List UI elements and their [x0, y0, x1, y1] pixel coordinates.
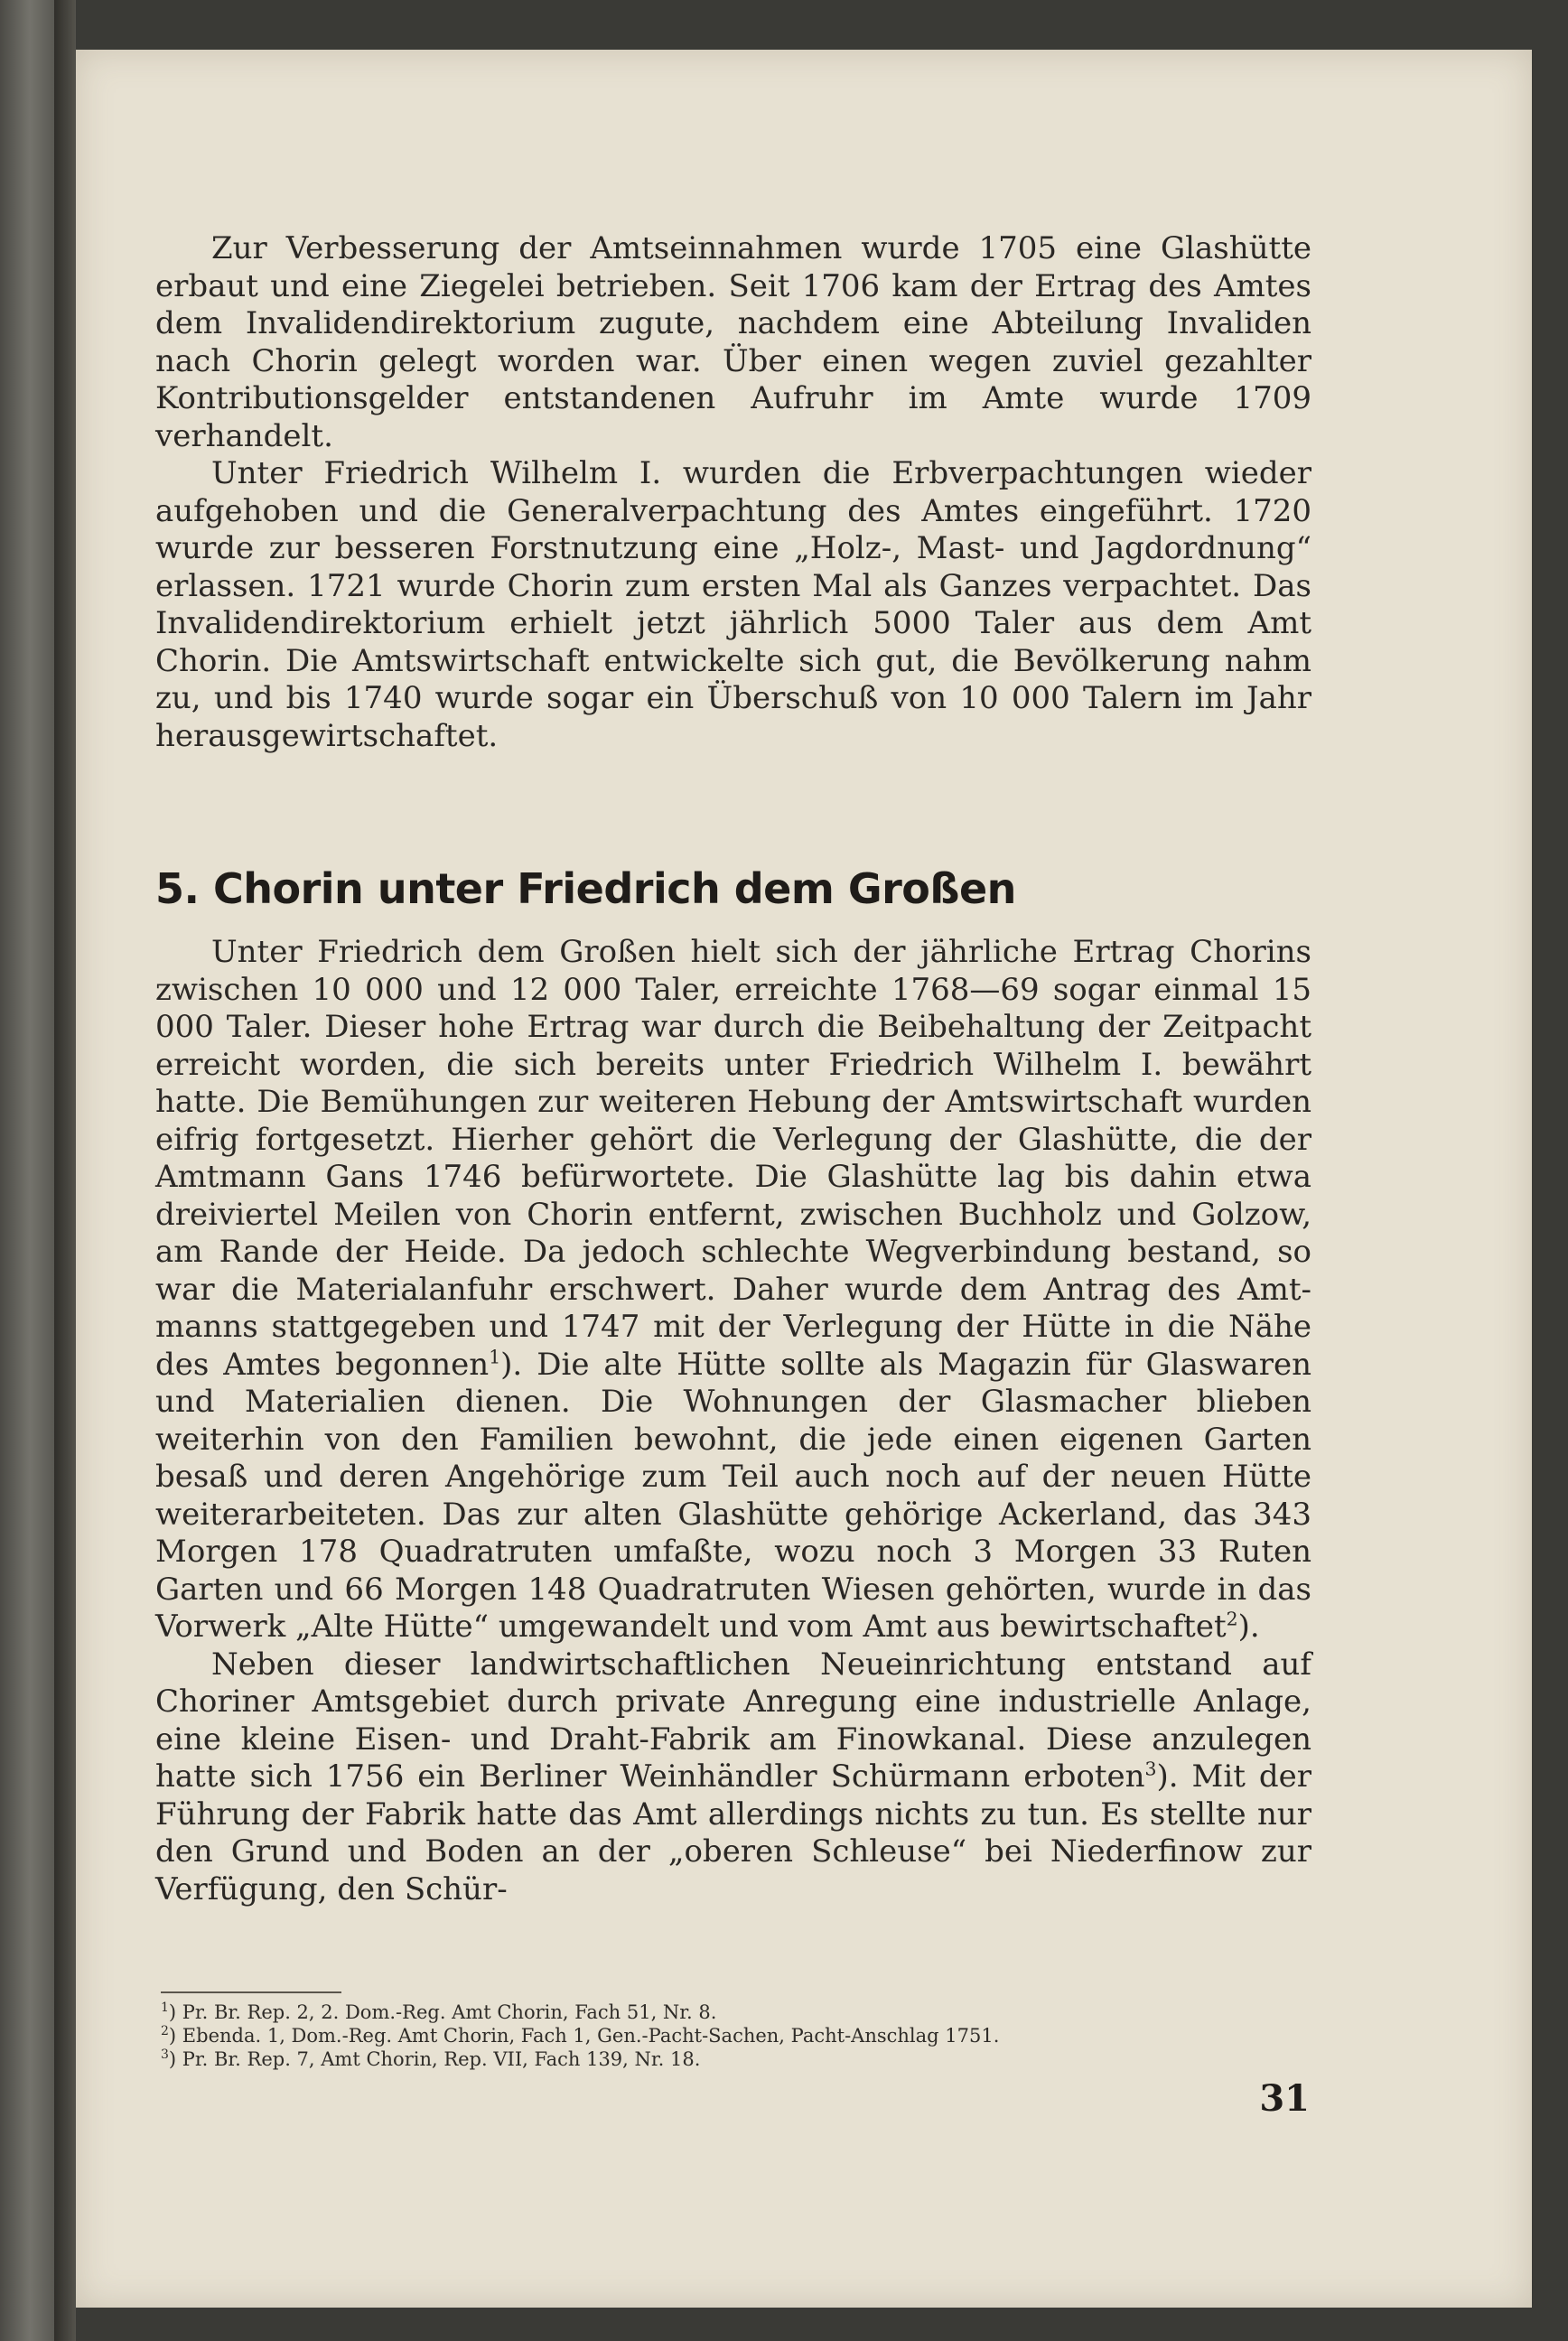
- text-run: Unter Friedrich dem Großen hielt sich der jährliche Ertrag Chorins zwischen 10 000 und 12 000 Taler, erreichte 1768—69 sogar einmal 15 000 Taler. Dieser hohe Ertrag war durch die Beibehaltung der Zeitpacht erreicht worden, die sich bereits unter Friedrich Wilhelm I. bewährt hatte. Die Bemühungen zur weiteren Hebung der Amtswirtschaft wurden eifrig fortgesetzt. Hierher gehört die Verlegung der Glashütte, die der Amtmann Gans 1746 befürwortete. Die Glashütte lag bis dahin etwa dreiviertel Meilen von Chorin entfernt, zwischen Buchholz und Golzow, am Rande der Heide. Da jedoch schlechte Wegverbindung bestand, so war die Materialanfuhr erschwert. Daher wurde dem Antrag des Amtmanns stattgegeben und 1747 mit der Verlegung der Hütte in die Nähe des Amtes begonnen: [155, 934, 1311, 1383]
- footnote-text: ) Ebenda. 1, Dom.-Reg. Amt Chorin, Fach 1, Gen.-Pacht-Sachen, Pacht-Anschlag 1751.: [168, 2025, 1000, 2047]
- footnote: [161, 2024, 1317, 2047]
- footnote-mark: 3: [161, 2047, 169, 2062]
- paragraph-ertrag: [155, 934, 1311, 1646]
- text-run: ). Die alte Hütte sollte als Magazin für Glaswaren und Materialien dienen. Die Wohnungen der Glasmacher blieben weiterhin von den Familien bewohnt, die jede einen eigenen Garten besaß und deren Angehörige zum Teil auch noch auf der neuen Hütte weiterarbeiteten. Das zur alten Glashütte gehörige Ackerland, das 343 Morgen 178 Quadratruten umfaßte, wozu noch 3 Morgen 33 Ruten Garten und 66 Morgen 148 Quadratruten Wiesen gehörten, wurde in das Vorwerk „Alte Hütte“ umgewandelt und vom Amt aus bewirtschaftet: [155, 1346, 1311, 1645]
- paragraph-friedrich-wilhelm: Unter Friedrich Wilhelm I. wurden die Erbverpachtungen wieder aufgehoben und die Generalverpachtung des Amtes eingeführt. 1720 wurde zur besseren Forstnutzung eine „Holz-, Mast- und Jagdordnung“ erlassen. 1721 wurde Chorin zum ersten Mal als Ganzes verpachtet. Das Invalidendirektorium erhielt jetzt jährlich 5000 Taler aus dem Amt Chorin. Die Amtswirtschaft entwickelte sich gut, die Bevölkerung nahm zu, und bis 1740 wurde sogar ein Überschuß von 10 000 Talern im Jahr herausgewirtschaftet.: [155, 455, 1311, 754]
- section-heading: 5. Chorin unter Friedrich dem Großen: [155, 864, 1016, 913]
- footnote-ref-3: 3: [1144, 1758, 1157, 1780]
- footnote-text: ) Pr. Br. Rep. 2, 2. Dom.-Reg. Amt Chorin, Fach 51, Nr. 8.: [168, 2001, 717, 2023]
- footnote: [161, 2001, 1317, 2024]
- footnote-ref-1: 1: [489, 1346, 501, 1368]
- text-run: Neben dieser landwirtschaftlichen Neueinrichtung entstand auf Choriner Amtsgebiet durch private Anregung eine industrielle Anlage, eine kleine Eisen- und Draht-Fabrik am Finowkanal. Diese anzulegen hatte sich 1756 ein Berliner Weinhändler Schürmann erboten: [155, 1646, 1311, 1795]
- text-run: ).: [1237, 1609, 1260, 1645]
- paragraph-eisenfabrik: [155, 1646, 1311, 1909]
- footnote-mark: 2: [161, 2024, 169, 2038]
- footnote-text: ) Pr. Br. Rep. 7, Amt Chorin, Rep. VII, Fach 139, Nr. 18.: [168, 2048, 701, 2070]
- page-content: [155, 230, 1311, 1908]
- paragraph-glashuette: Zur Verbesserung der Amtseinnahmen wurde 1705 eine Glashütte erbaut und eine Ziegelei betrieben. Seit 1706 kam der Ertrag des Amtes dem Invalidendirektorium zugute, nachdem eine Abteilung Invaliden nach Chorin gelegt worden war. Über einen wegen zuviel gezahlter Kontributionsgelder entstandenen Aufruhr im Amte wurde 1709 verhandelt.: [155, 230, 1311, 454]
- footnotes: [161, 1991, 1317, 2071]
- footnote-divider: [161, 1991, 341, 1993]
- text-run: ). Mit der Führung der Fabrik hatte das Amt allerdings nichts zu tun. Es stellte nur den Grund und Boden an der „oberen Schleuse“ bei Niederfinow zur Verfügung, den Schür-: [155, 1758, 1311, 1907]
- page-gutter: [54, 0, 76, 2341]
- book-spine: [0, 0, 54, 2341]
- footnote: [161, 2047, 1317, 2071]
- footnote-ref-2: 2: [1226, 1608, 1238, 1630]
- footnote-mark: 1: [161, 2001, 169, 2015]
- page-number: 31: [1259, 2077, 1310, 2120]
